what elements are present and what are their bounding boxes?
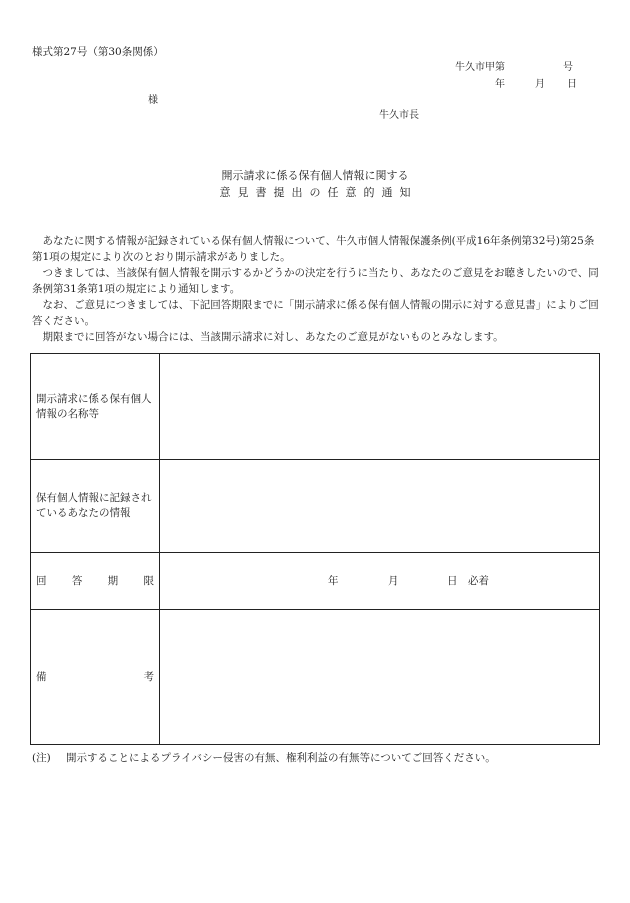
issue-date-month: 月 [535, 79, 545, 90]
deadline-month: 月 [388, 574, 399, 587]
table-row-deadline [31, 553, 599, 610]
deadline-day: 日 [447, 574, 458, 587]
your-info-label: 保有個人情報に記録されているあなたの情報 [31, 460, 160, 552]
remarks-label-char: 考 [143, 670, 154, 683]
remarks-label [31, 610, 160, 744]
your-info-field[interactable] [160, 460, 599, 552]
form-number-label: 様式第27号（第30条関係） [32, 46, 164, 58]
table-row-requested-info [31, 354, 599, 460]
deadline-arrival: 必着 [468, 574, 489, 587]
table-row-remarks [31, 610, 599, 744]
deadline-field[interactable] [160, 553, 599, 609]
body-paragraph-1: あなたに関する情報が記録されている保有個人情報について、牛久市個人情報保護条例(平成16年条例第32号)第25条第1項の規定により次のとおり開示請求がありました。 [32, 235, 595, 263]
deadline-year: 年 [328, 574, 339, 587]
addressee-honorific: 様 [148, 95, 158, 106]
reference-prefix: 牛久市甲第 [455, 62, 505, 73]
requested-info-field[interactable] [160, 354, 599, 459]
footnote-text: 開示することによるプライバシー侵害の有無、権利利益の有無等についてご回答ください。 [66, 752, 496, 764]
issue-date-year: 年 [495, 79, 505, 90]
body-paragraph-3: なお、ご意見につきましては、下記回答期限までに「開示請求に係る保有個人情報の開示に対する意見書」によりご回答ください。 [32, 299, 599, 327]
deadline-label-char: 限 [143, 574, 154, 587]
remarks-label-char: 備 [36, 670, 47, 683]
body-paragraph-2: つきましては、当該保有個人情報を開示するかどうかの決定を行うに当たり、あなたのご意見をお聴きしたいので、同条例第31条第1項の規定により通知します。 [32, 267, 599, 295]
notice-body [32, 233, 604, 345]
sender-name: 牛久市長 [379, 110, 419, 121]
footnote-mark: (注) [32, 752, 51, 764]
body-paragraph-4: 期限までに回答がない場合には、当該開示請求に対し、あなたのご意見がないものとみなします。 [42, 331, 504, 343]
document-title-line-1: 開示請求に係る保有個人情報に関する [221, 169, 409, 182]
deadline-label-char: 期 [107, 574, 119, 587]
reference-suffix: 号 [563, 62, 573, 73]
deadline-label-char: 回 [36, 574, 47, 587]
deadline-label [31, 553, 160, 609]
remarks-field[interactable] [160, 610, 599, 744]
footnote [32, 753, 496, 764]
deadline-label-char: 答 [71, 574, 83, 587]
notice-form-table [30, 353, 600, 745]
issue-date-day: 日 [567, 79, 577, 90]
requested-info-label: 開示請求に係る保有個人情報の名称等 [31, 354, 160, 459]
document-title-line-2: 意見書提出の任意的通知 [219, 186, 418, 199]
table-row-your-info [31, 460, 599, 553]
